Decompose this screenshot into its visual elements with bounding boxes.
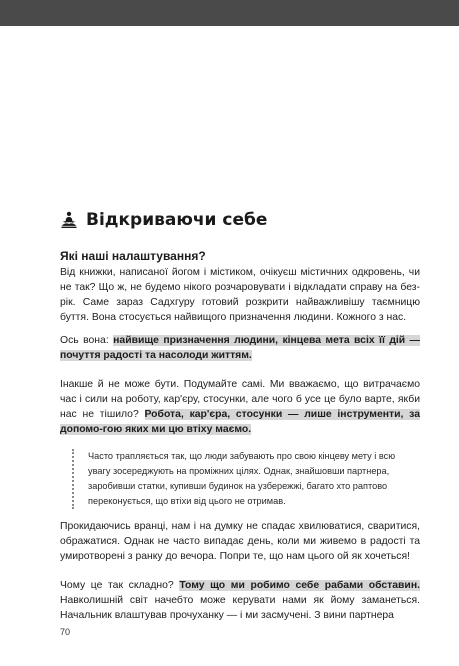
highlighted-text-purpose: найвище призначення людини, кінцева мета всіх її дій — почуття радості та насолоди життям. bbox=[60, 335, 421, 361]
paragraph-circumstances-tail: Навколишній світ начебто може керувати нами як йому заманеться. Начальник влаштував прочуханку — і ми засмучені. З вини партнера bbox=[60, 595, 420, 621]
quote-dotted-rule bbox=[72, 449, 74, 509]
highlighted-text-instruments: Робота, кар'єра, стосунки — лише інструменти, за допомо-гою яких ми цю втіху маємо. bbox=[60, 409, 420, 435]
paragraph-mornings: Прокидаючись вранці, нам і на думку не спадає хвилюватися, сваритися, ображатися. Однак не часто випадає день, коли ми живемо в радості та умиротворені з ранку до вечора. Попри те, що нам цього ой як хочеться! bbox=[60, 521, 420, 562]
paragraph-circumstances-lead: Чому це так складно? bbox=[60, 580, 180, 591]
top-dark-bar bbox=[0, 0, 459, 26]
paragraph-circumstances bbox=[60, 578, 420, 623]
paragraph-instruments-lead: Інакше й не може бути. Подумайте самі. Ми вважаємо, що витрачаємо час і сили на роботу, кар'єру, стосунки, але чого б усе це було варте, якби нас не тішило? bbox=[60, 379, 420, 420]
paragraph-instruments bbox=[60, 377, 420, 437]
pull-quote-text: Часто трапляється так, що люди забувають про свою кінцеву мету і всю увагу зосереджують на проміжних цілях. Однак, знайшовши партнера, заробивши статки, купивши будинок на узбережжі, багато хто раптово переконується, що втіхи від цього не отримав. bbox=[88, 451, 396, 506]
paragraph-purpose bbox=[60, 333, 420, 363]
chapter-title: Відкриваючи себе bbox=[86, 210, 268, 230]
section-heading: Які наші налаштування? bbox=[60, 249, 206, 263]
pull-quote bbox=[72, 449, 420, 509]
page-content bbox=[60, 210, 420, 623]
chapter-heading bbox=[60, 210, 420, 230]
lotus-meditation-icon bbox=[60, 211, 78, 229]
highlighted-text-circumstances: Тому що ми робимо себе рабами обставин. bbox=[179, 580, 420, 591]
page-number: 70 bbox=[60, 627, 71, 637]
paragraph-purpose-lead: Ось вона: bbox=[60, 335, 114, 346]
paragraph-intro: Від книжки, написаної йогом і містиком, очікуєш містичних одкровень, чи не так? Що ж, не будемо нікого розчаровувати і відкладати справу на без-рік. Саме зараз Садхгуру готовий розкрити найважливішу таємницю буття. Вона стосується найвищого призначення людини. Кожного з нас. bbox=[60, 267, 420, 323]
